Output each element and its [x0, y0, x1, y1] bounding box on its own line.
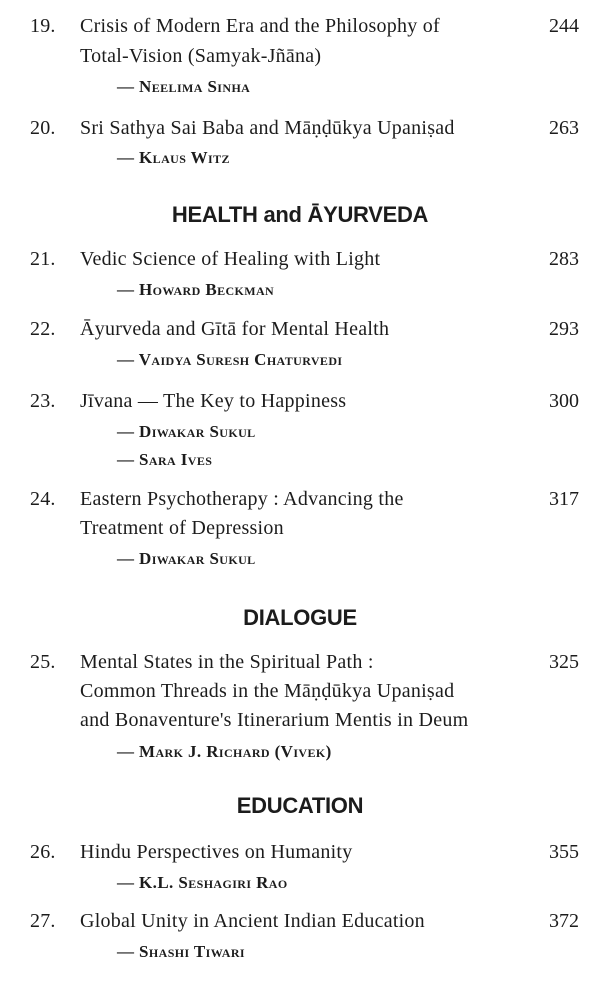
entry-page-number: 355 [549, 841, 579, 863]
entry-number: 23. [30, 390, 56, 412]
entry-number: 24. [30, 488, 56, 510]
section-heading-education: EDUCATION [236, 793, 364, 818]
entry-page-number: 372 [549, 910, 579, 932]
entry-title-line: Treatment of Depression [80, 517, 284, 539]
entry-number: 21. [30, 248, 56, 270]
entry-title-line: Crisis of Modern Era and the Philosophy of [80, 15, 440, 37]
entry-title-line: Sri Sathya Sai Baba and Māṇḍūkya Upaniṣad [80, 117, 455, 139]
entry-author: — Diwakar Sukul [117, 549, 256, 568]
entry-page-number: 293 [549, 318, 579, 340]
entry-title-line: Common Threads in the Māṇḍūkya Upaniṣad [80, 680, 455, 702]
entry-title-line: Mental States in the Spiritual Path : [80, 651, 374, 673]
entry-page-number: 317 [549, 488, 579, 510]
entry-author: — Howard Beckman [117, 280, 275, 299]
entry-author: — Sara Ives [117, 450, 213, 469]
entry-page-number: 325 [549, 651, 579, 673]
entry-author: — Neelima Sinha [117, 77, 251, 96]
entry-title-line: Jīvana — The Key to Happiness [80, 390, 347, 412]
entry-title-line: Total-Vision (Samyak-Jñāna) [80, 45, 322, 67]
entry-title-line: Hindu Perspectives on Humanity [80, 841, 353, 863]
entry-author: — Mark J. Richard (Vivek) [117, 742, 332, 761]
entry-author: — Diwakar Sukul [117, 422, 256, 441]
entry-page-number: 263 [549, 117, 579, 139]
entry-number: 27. [30, 910, 56, 932]
section-heading-dialogue: DIALOGUE [243, 605, 357, 630]
entry-title-line: and Bonaventure's Itinerarium Mentis in Deum [80, 709, 469, 731]
entry-title-line: Vedic Science of Healing with Light [80, 248, 381, 270]
entry-number: 19. [30, 15, 56, 37]
entry-title-line: Global Unity in Ancient Indian Education [80, 910, 425, 932]
entry-title-line: Āyurveda and Gītā for Mental Health [80, 318, 390, 340]
entry-author: — Vaidya Suresh Chaturvedi [117, 350, 343, 369]
entry-page-number: 244 [549, 15, 579, 37]
entry-title-line: Eastern Psychotherapy : Advancing the [80, 488, 404, 510]
entry-number: 22. [30, 318, 56, 340]
entry-author: — K.L. Seshagiri Rao [117, 873, 288, 892]
entry-page-number: 283 [549, 248, 579, 270]
entry-page-number: 300 [549, 390, 579, 412]
entry-author: — Shashi Tiwari [117, 942, 246, 961]
entry-author: — Klaus Witz [117, 148, 230, 167]
entry-number: 25. [30, 651, 56, 673]
section-heading-health-ayurveda: HEALTH and ĀYURVEDA [171, 202, 429, 227]
entry-number: 26. [30, 841, 56, 863]
entry-number: 20. [30, 117, 56, 139]
